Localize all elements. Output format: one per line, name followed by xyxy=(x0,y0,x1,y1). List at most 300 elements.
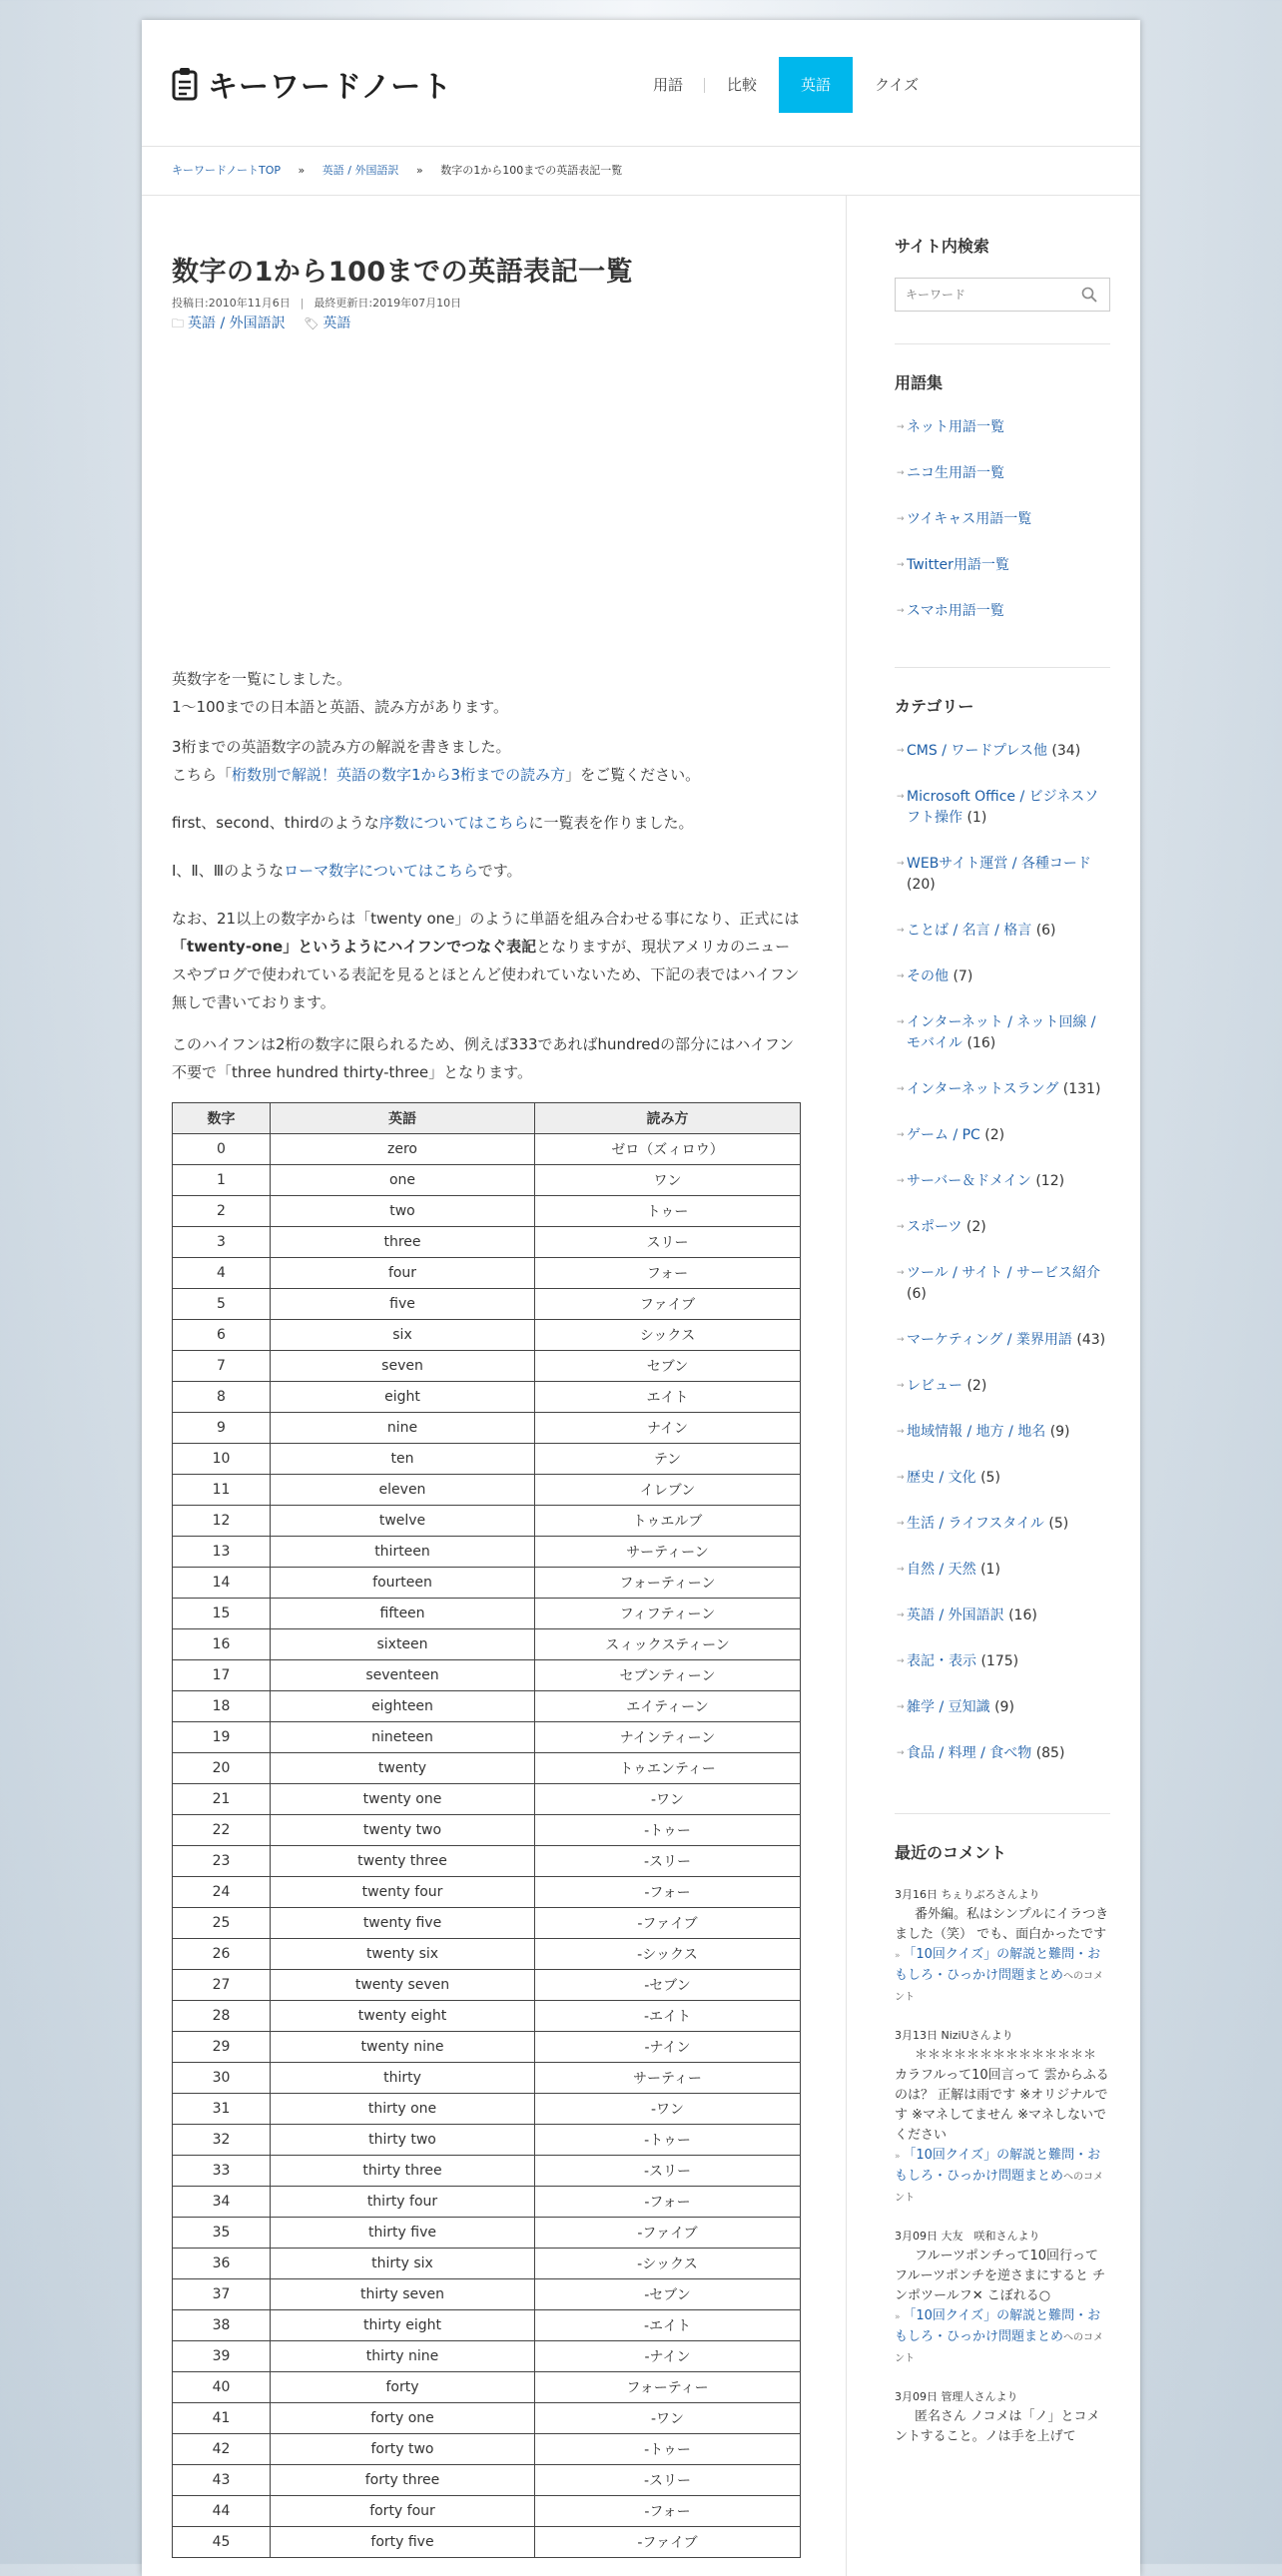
site-logo[interactable] xyxy=(172,62,452,106)
glossary-item xyxy=(895,509,1110,530)
reading-cell: フォーティーン xyxy=(535,1568,801,1599)
category-item xyxy=(895,1125,1110,1146)
category-link[interactable]: 生活 / ライフスタイル xyxy=(907,1516,1044,1532)
table-row xyxy=(173,1413,801,1444)
comment-post-link[interactable]: 「10回クイズ」の解説と難問・おもしろ・ひっかけ問題まとめ xyxy=(895,1947,1101,1983)
comment-post-link[interactable]: 「10回クイズ」の解説と難問・おもしろ・ひっかけ問題まとめ xyxy=(895,2308,1101,2344)
english-cell: three xyxy=(271,1227,535,1258)
category-count: (2) xyxy=(966,1378,987,1394)
table-row xyxy=(173,1877,801,1908)
category-count: (1) xyxy=(980,1562,1000,1578)
english-cell: thirty xyxy=(271,2063,535,2094)
table-row xyxy=(173,1784,801,1815)
comment-body: 匿名さん ノコメは「ノ」とコメントすること。ノは手を上げて xyxy=(895,2409,1100,2444)
table-row xyxy=(173,1753,801,1784)
site-title: キーワードノート xyxy=(208,70,453,105)
english-cell: thirty two xyxy=(271,2125,535,2156)
search-icon[interactable] xyxy=(1081,287,1097,303)
english-cell: forty three xyxy=(271,2465,535,2496)
reading-cell: サーティー xyxy=(535,2063,801,2094)
number-cell: 28 xyxy=(173,2001,271,2032)
number-cell: 29 xyxy=(173,2032,271,2063)
english-cell: twenty xyxy=(271,1753,535,1784)
reading-cell: -ナイン xyxy=(535,2032,801,2063)
table-row xyxy=(173,1939,801,1970)
reading-cell: -ワン xyxy=(535,2094,801,2125)
reading-cell: -トゥー xyxy=(535,2125,801,2156)
english-cell: one xyxy=(271,1165,535,1196)
category-count: (9) xyxy=(1049,1424,1070,1440)
comment-source: » 「10回クイズ」の解説と難問・おもしろ・ひっかけ問題まとめへのコメント xyxy=(895,2148,1104,2204)
reading-cell: -エイト xyxy=(535,2001,801,2032)
table-row xyxy=(173,1970,801,2001)
ad-space xyxy=(172,335,801,665)
reading-cell: ワン xyxy=(535,1165,801,1196)
number-cell: 12 xyxy=(173,1506,271,1537)
english-cell: four xyxy=(271,1258,535,1289)
reading-cell: -トゥー xyxy=(535,2434,801,2465)
english-cell: twenty five xyxy=(271,1908,535,1939)
sidebar-heading: カテゴリー xyxy=(895,697,974,716)
number-cell: 24 xyxy=(173,1877,271,1908)
table-row xyxy=(173,2527,801,2558)
category-count: (2) xyxy=(965,1219,986,1235)
category-count: (85) xyxy=(1035,1745,1065,1761)
article xyxy=(172,250,801,2558)
english-cell: seventeen xyxy=(271,1660,535,1691)
number-cell: 6 xyxy=(173,1320,271,1351)
comment-author: 3月13日 NiziUさんより xyxy=(895,2029,1013,2042)
number-cell: 38 xyxy=(173,2310,271,2341)
comment-list xyxy=(895,1885,1110,2447)
reading-cell: ゼロ（ズィロウ） xyxy=(535,1134,801,1165)
number-cell: 4 xyxy=(173,1258,271,1289)
reading-cell: -セブン xyxy=(535,2279,801,2310)
category-item xyxy=(895,854,1110,896)
reading-cell: -スリー xyxy=(535,2156,801,2187)
sidebar-heading: 用語集 xyxy=(895,373,944,392)
category-item xyxy=(895,1651,1110,1672)
table-row xyxy=(173,1568,801,1599)
paragraph: Ⅰ、Ⅱ、Ⅲのようなローマ数字についてはこちらです。 xyxy=(172,862,522,880)
table-row xyxy=(173,1227,801,1258)
category-link[interactable]: インターネット / ネット回線 / モバイル xyxy=(907,1014,1096,1051)
english-cell: forty four xyxy=(271,2496,535,2527)
reading-cell: サーティーン xyxy=(535,1537,801,1568)
nav-item-compare[interactable]: 比較 xyxy=(727,76,758,94)
table-row xyxy=(173,1196,801,1227)
comment-item xyxy=(895,1885,1110,2008)
category-count: (6) xyxy=(907,1286,927,1302)
category-link[interactable]: ツール / サイト / サービス紹介 xyxy=(907,1265,1100,1281)
paragraph: 3桁までの英語数字の読み方の解説を書きました。 こちら「桁数別で解説！英語の数字1から3桁までの読み方」をご覧ください。 xyxy=(172,738,701,784)
table-row xyxy=(173,1444,801,1475)
reading-cell: セブンティーン xyxy=(535,1660,801,1691)
article-categories xyxy=(172,313,801,335)
comment-source: » 「10回クイズ」の解説と難問・おもしろ・ひっかけ問題まとめへのコメント xyxy=(895,1947,1104,2003)
search-input[interactable] xyxy=(896,279,1077,311)
glossary-link[interactable]: ネット用語一覧 xyxy=(907,419,1004,435)
comment-suffix: へのコメント xyxy=(895,2332,1104,2364)
glossary-link[interactable]: スマホ用語一覧 xyxy=(907,603,1004,619)
english-cell: sixteen xyxy=(271,1629,535,1660)
number-cell: 9 xyxy=(173,1413,271,1444)
breadcrumb-current: 数字の1から100までの英語表記一覧 xyxy=(440,164,623,177)
reading-cell: -シックス xyxy=(535,2249,801,2279)
english-cell: eighteen xyxy=(271,1691,535,1722)
reading-cell: -フォー xyxy=(535,1877,801,1908)
category-link[interactable]: 地域情報 / 地方 / 地名 xyxy=(907,1424,1046,1440)
reading-cell: フォー xyxy=(535,1258,801,1289)
comment-body: ＊＊＊＊＊＊＊＊＊＊＊＊＊＊ カラフルって10回言って 雲からふるのは？ 正解は雨です ※オリジナルです ※マネしてません ※マネしないでください xyxy=(895,2048,1109,2143)
comment-item xyxy=(895,2387,1110,2447)
english-cell: eight xyxy=(271,1382,535,1413)
table-row xyxy=(173,1660,801,1691)
number-cell: 35 xyxy=(173,2218,271,2249)
category-count: (16) xyxy=(966,1035,996,1051)
table-row xyxy=(173,1134,801,1165)
category-count: (2) xyxy=(984,1127,1005,1143)
table-row xyxy=(173,1691,801,1722)
reading-cell: テン xyxy=(535,1444,801,1475)
breadcrumb-separator: » xyxy=(298,164,306,177)
category-link[interactable]: 歴史 / 文化 xyxy=(907,1470,976,1486)
number-cell: 0 xyxy=(173,1134,271,1165)
category-count: (12) xyxy=(1035,1173,1065,1189)
category-item xyxy=(895,1606,1110,1626)
reading-cell: -フォー xyxy=(535,2496,801,2527)
english-cell: forty two xyxy=(271,2434,535,2465)
category-count: (7) xyxy=(953,968,973,984)
nav-item-glossary[interactable]: 用語 xyxy=(631,57,705,113)
english-cell: eleven xyxy=(271,1475,535,1506)
number-cell: 45 xyxy=(173,2527,271,2558)
category-link[interactable]: Microsoft Office / ビジネスソフト操作 xyxy=(907,789,1099,826)
reading-cell: スリー xyxy=(535,1227,801,1258)
main-nav xyxy=(631,57,941,113)
number-cell: 27 xyxy=(173,1970,271,2001)
english-cell: thirty seven xyxy=(271,2279,535,2310)
category-link[interactable]: 表記・表示 xyxy=(907,1653,976,1669)
number-cell: 8 xyxy=(173,1382,271,1413)
number-cell: 16 xyxy=(173,1629,271,1660)
number-cell: 18 xyxy=(173,1691,271,1722)
english-cell: thirty four xyxy=(271,2187,535,2218)
table-body xyxy=(173,1134,801,2558)
column-header: 英語 xyxy=(271,1103,535,1134)
number-cell: 23 xyxy=(173,1846,271,1877)
category-list xyxy=(895,741,1110,1764)
english-cell: twenty two xyxy=(271,1815,535,1846)
english-cell: forty one xyxy=(271,2403,535,2434)
table-row xyxy=(173,1629,801,1660)
breadcrumb-category[interactable]: 英語 / 外国語訳 xyxy=(321,164,399,177)
number-cell: 34 xyxy=(173,2187,271,2218)
nav-item-quiz[interactable]: クイズ xyxy=(875,76,920,94)
table-row xyxy=(173,2125,801,2156)
table-row xyxy=(173,2496,801,2527)
category-item xyxy=(895,1217,1110,1238)
number-cell: 25 xyxy=(173,1908,271,1939)
reading-cell: -ファイブ xyxy=(535,2218,801,2249)
english-cell: thirty nine xyxy=(271,2341,535,2372)
number-cell: 39 xyxy=(173,2341,271,2372)
category-link[interactable]: 自然 / 天然 xyxy=(907,1562,976,1578)
english-cell: thirty five xyxy=(271,2218,535,2249)
table-row xyxy=(173,1258,801,1289)
comment-body: フルーツポンチって10回行って フルーツポンチを逆さまにすると チンポツールフ✕ こぼれる○ xyxy=(895,2249,1106,2303)
table-row xyxy=(173,1815,801,1846)
category-count: (6) xyxy=(1035,923,1056,939)
english-cell: two xyxy=(271,1196,535,1227)
category-item xyxy=(895,1743,1110,1764)
english-cell: twenty nine xyxy=(271,2032,535,2063)
glossary-link[interactable]: Twitter用語一覧 xyxy=(907,557,1009,573)
english-cell: thirty six xyxy=(271,2249,535,2279)
comment-item xyxy=(895,2026,1110,2209)
category-item xyxy=(895,1514,1110,1535)
category-link[interactable]: マーケティング / 業界用語 xyxy=(907,1332,1072,1348)
table-row xyxy=(173,1722,801,1753)
comment-item xyxy=(895,2227,1110,2369)
table-row xyxy=(173,2063,801,2094)
reading-cell: -スリー xyxy=(535,1846,801,1877)
search-section xyxy=(895,234,1110,344)
number-cell: 41 xyxy=(173,2403,271,2434)
table-row xyxy=(173,2187,801,2218)
number-cell: 5 xyxy=(173,1289,271,1320)
table-row xyxy=(173,1908,801,1939)
reading-cell: フィフティーン xyxy=(535,1599,801,1629)
table-row xyxy=(173,2465,801,2496)
number-cell: 13 xyxy=(173,1537,271,1568)
sidebar-heading: 最近のコメント xyxy=(895,1843,1007,1862)
comments-section xyxy=(895,1814,1110,2447)
category-item xyxy=(895,1468,1110,1489)
reading-cell: エイティーン xyxy=(535,1691,801,1722)
sidebar-heading: サイト内検索 xyxy=(895,237,989,256)
category-link[interactable]: 食品 / 料理 / 食べ物 xyxy=(907,1745,1032,1761)
table-row xyxy=(173,2434,801,2465)
table-row xyxy=(173,1537,801,1568)
column-header: 数字 xyxy=(173,1103,271,1134)
column-divider xyxy=(846,196,847,2576)
category-count: (131) xyxy=(1062,1081,1101,1097)
reading-cell: トゥエンティー xyxy=(535,1753,801,1784)
english-cell: thirty one xyxy=(271,2094,535,2125)
notepad-icon xyxy=(172,67,198,101)
nav-item-english[interactable]: 英語 xyxy=(779,57,853,113)
comment-post-link[interactable]: 「10回クイズ」の解説と難問・おもしろ・ひっかけ問題まとめ xyxy=(895,2148,1101,2184)
glossary-link[interactable]: ツイキャス用語一覧 xyxy=(907,511,1032,527)
reading-guide-link[interactable]: 桁数別で解説！英語の数字1から3桁までの読み方 xyxy=(232,766,566,784)
reading-cell: -シックス xyxy=(535,1939,801,1970)
table-row xyxy=(173,1165,801,1196)
number-cell: 10 xyxy=(173,1444,271,1475)
comment-author: 3月09日 大友 咲和さんより xyxy=(895,2230,1040,2243)
category-link[interactable]: ゲーム / PC xyxy=(907,1127,980,1143)
article-title: 数字の1から100までの英語表記一覧 xyxy=(172,257,634,288)
reading-cell: トゥー xyxy=(535,1196,801,1227)
category-count: (20) xyxy=(907,877,936,893)
category-item xyxy=(895,787,1110,829)
glossary-item xyxy=(895,463,1110,484)
number-cell: 37 xyxy=(173,2279,271,2310)
reading-cell: スィックスティーン xyxy=(535,1629,801,1660)
number-cell: 21 xyxy=(173,1784,271,1815)
english-cell: twenty one xyxy=(271,1784,535,1815)
number-cell: 19 xyxy=(173,1722,271,1753)
category-link[interactable]: その他 xyxy=(907,968,949,984)
column-header: 読み方 xyxy=(535,1103,801,1134)
reading-cell: -ワン xyxy=(535,1784,801,1815)
breadcrumb-home[interactable]: キーワードノートTOP xyxy=(172,164,282,177)
number-cell: 17 xyxy=(173,1660,271,1691)
paragraph: このハイフンは2桁の数字に限られるため、例えば333であればhundredの部分にはハイフン不要で「three hundred thirty-three」となります。 xyxy=(172,1035,795,1081)
tag-link[interactable]: 英語 xyxy=(322,316,351,331)
category-item xyxy=(895,1079,1110,1100)
table-row xyxy=(173,2094,801,2125)
reading-cell: フォーティー xyxy=(535,2372,801,2403)
category-item xyxy=(895,1330,1110,1351)
category-item xyxy=(895,1376,1110,1397)
article-meta: 投稿日:2010年11月6日 | 最終更新日:2019年07月10日 xyxy=(172,297,462,310)
comment-source: » 「10回クイズ」の解説と難問・おもしろ・ひっかけ問題まとめへのコメント xyxy=(895,2308,1104,2364)
english-cell: seven xyxy=(271,1351,535,1382)
comment-author: 3月16日 ちぇりぶろさんより xyxy=(895,1888,1040,1901)
category-item xyxy=(895,1560,1110,1581)
category-item xyxy=(895,1012,1110,1054)
category-section xyxy=(895,668,1110,1814)
table-row xyxy=(173,2218,801,2249)
paragraph: 英数字を一覧にしました。 1～100までの日本語と英語、読み方があります。 xyxy=(172,670,508,716)
ordinal-link[interactable]: 序数についてはこちら xyxy=(378,814,529,832)
reading-cell: トゥエルブ xyxy=(535,1506,801,1537)
reading-cell: イレブン xyxy=(535,1475,801,1506)
english-cell: ten xyxy=(271,1444,535,1475)
reading-cell: -ファイブ xyxy=(535,1908,801,1939)
english-cell: forty xyxy=(271,2372,535,2403)
number-cell: 33 xyxy=(173,2156,271,2187)
glossary-item xyxy=(895,555,1110,576)
category-count: (1) xyxy=(966,810,987,826)
reading-cell: -ナイン xyxy=(535,2341,801,2372)
category-item xyxy=(895,1422,1110,1443)
english-cell: thirty eight xyxy=(271,2310,535,2341)
reading-cell: セブン xyxy=(535,1351,801,1382)
reading-cell: -トゥー xyxy=(535,1815,801,1846)
number-cell: 40 xyxy=(173,2372,271,2403)
table-row xyxy=(173,1506,801,1537)
number-cell: 2 xyxy=(173,1196,271,1227)
category-link[interactable]: 雑学 / 豆知識 xyxy=(907,1699,990,1715)
category-link[interactable]: 英語 / 外国語訳 xyxy=(188,316,286,331)
reading-cell: -フォー xyxy=(535,2187,801,2218)
table-row xyxy=(173,2403,801,2434)
reading-cell: ナイン xyxy=(535,1413,801,1444)
reading-cell: -ファイブ xyxy=(535,2527,801,2558)
category-count: (9) xyxy=(994,1699,1014,1715)
category-item xyxy=(895,1171,1110,1192)
table-row xyxy=(173,2279,801,2310)
comment-author: 3月09日 管理人さんより xyxy=(895,2390,1018,2403)
glossary-section xyxy=(895,344,1110,668)
number-cell: 20 xyxy=(173,1753,271,1784)
glossary-item xyxy=(895,601,1110,622)
updated-date: 最終更新日:2019年07月10日 xyxy=(314,297,462,310)
reading-cell: エイト xyxy=(535,1382,801,1413)
table-header-row xyxy=(173,1103,801,1134)
category-count: (5) xyxy=(1048,1516,1069,1532)
table-row xyxy=(173,1475,801,1506)
english-cell: thirty three xyxy=(271,2156,535,2187)
paragraph: なお、21以上の数字からは「twenty one」のように単語を組み合わせる事になり、正式には「twenty-one」というようにハイフンでつなぐ表記となりますが、現状アメリカのニュースやブログで使われている表記を見るとほとんど使われていないため、下記の表ではハイフン無しで書いております。 xyxy=(172,910,800,1011)
category-link[interactable]: 英語 / 外国語訳 xyxy=(907,1608,1004,1623)
table-row xyxy=(173,2341,801,2372)
table-row xyxy=(173,1382,801,1413)
comment-body: 番外編。私はシンプルにイラつきました（笑） でも、面白かったです xyxy=(895,1907,1109,1942)
reading-cell: ナインティーン xyxy=(535,1722,801,1753)
category-link[interactable]: CMS / ワードプレス他 xyxy=(907,743,1047,759)
breadcrumb xyxy=(142,147,1140,196)
breadcrumb-separator: » xyxy=(415,164,423,177)
english-cell: thirteen xyxy=(271,1537,535,1568)
english-cell: twenty four xyxy=(271,1877,535,1908)
table-row xyxy=(173,2156,801,2187)
number-cell: 11 xyxy=(173,1475,271,1506)
number-cell: 3 xyxy=(173,1227,271,1258)
category-link[interactable]: ことば / 名言 / 格言 xyxy=(907,923,1032,939)
table-row xyxy=(173,1846,801,1877)
category-count: (5) xyxy=(980,1470,1000,1486)
table-row xyxy=(173,2032,801,2063)
glossary-link[interactable]: ニコ生用語一覧 xyxy=(907,465,1004,481)
sidebar xyxy=(895,234,1110,2465)
category-link[interactable]: インターネットスラング xyxy=(907,1081,1059,1097)
numbers-table xyxy=(172,1102,801,2558)
english-cell: nine xyxy=(271,1413,535,1444)
table-row xyxy=(173,2001,801,2032)
number-cell: 7 xyxy=(173,1351,271,1382)
glossary-item xyxy=(895,417,1110,438)
category-link[interactable]: スポーツ xyxy=(907,1219,962,1235)
english-cell: six xyxy=(271,1320,535,1351)
number-cell: 36 xyxy=(173,2249,271,2279)
english-cell: zero xyxy=(271,1134,535,1165)
table-row xyxy=(173,2310,801,2341)
category-item xyxy=(895,1697,1110,1718)
roman-numeral-link[interactable]: ローマ数字についてはこちら xyxy=(284,862,478,880)
category-link[interactable]: レビュー xyxy=(907,1378,962,1394)
table-row xyxy=(173,1351,801,1382)
search-box xyxy=(895,278,1110,312)
category-link[interactable]: WEBサイト運営 / 各種コード xyxy=(907,856,1091,872)
english-cell: twenty seven xyxy=(271,1970,535,2001)
category-item xyxy=(895,741,1110,762)
category-item xyxy=(895,966,1110,987)
reading-cell: シックス xyxy=(535,1320,801,1351)
category-count: (175) xyxy=(980,1653,1019,1669)
posted-date: 投稿日:2010年11月6日 xyxy=(172,297,291,310)
english-cell: forty five xyxy=(271,2527,535,2558)
reading-cell: ファイブ xyxy=(535,1289,801,1320)
number-cell: 42 xyxy=(173,2434,271,2465)
english-cell: fifteen xyxy=(271,1599,535,1629)
table-row xyxy=(173,2372,801,2403)
english-cell: twenty six xyxy=(271,1939,535,1970)
category-link[interactable]: サーバー＆ドメイン xyxy=(907,1173,1031,1189)
table-row xyxy=(173,1289,801,1320)
